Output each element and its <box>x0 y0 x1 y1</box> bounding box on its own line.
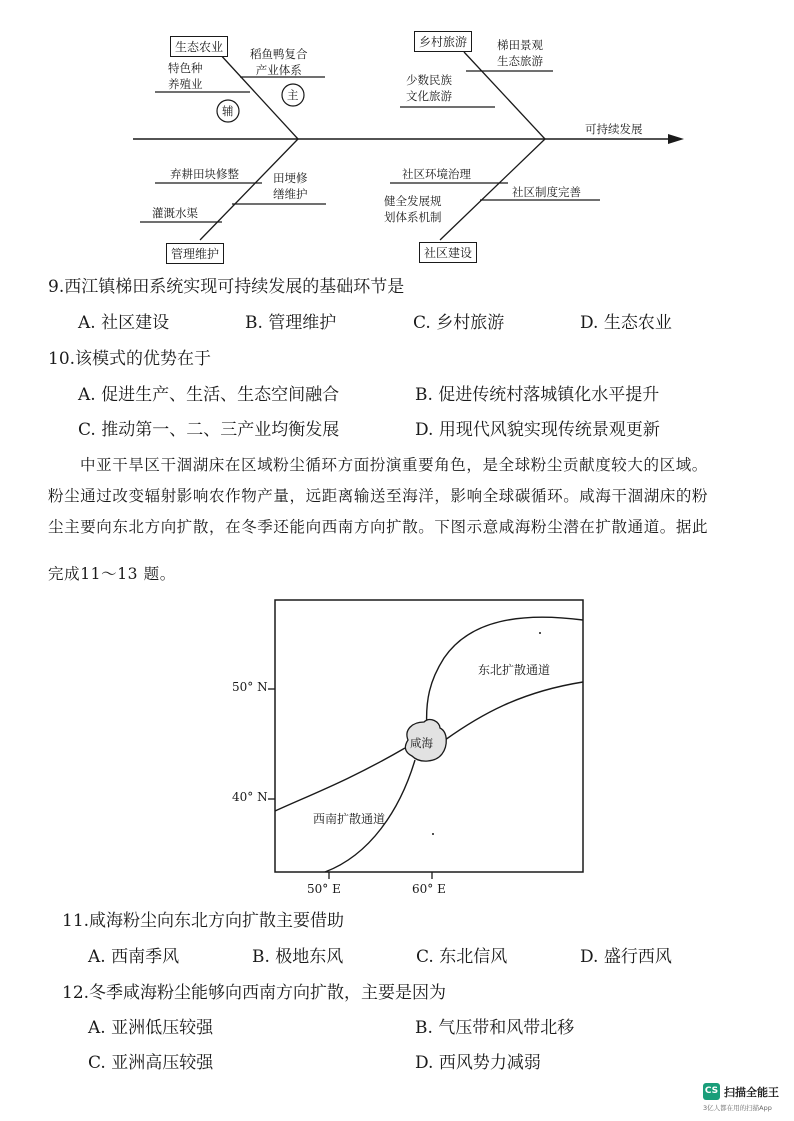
question-10-option-d[interactable]: D. 用现代风貌实现传统景观更新 <box>415 420 660 440</box>
question-9-option-b[interactable]: B. 管理维护 <box>245 313 337 333</box>
label-main: 主 <box>287 88 299 102</box>
watermark-title: 扫描全能王 <box>724 1086 779 1099</box>
label-abandoned-fields: 弃耕田块修整 <box>170 167 239 181</box>
question-9-option-c[interactable]: C. 乡村旅游 <box>413 313 505 333</box>
box-community: 社区建设 <box>419 242 477 263</box>
label-rice-fish-duck: 稻鱼鸭复合 产业体系 <box>250 47 308 77</box>
lat-label-40: 40° N <box>232 790 268 804</box>
label-env-governance: 社区环境治理 <box>402 167 471 181</box>
question-11-option-b[interactable]: B. 极地东风 <box>252 947 344 967</box>
question-12-option-b[interactable]: B. 气压带和风带北移 <box>415 1018 575 1038</box>
camscanner-logo-icon: CS <box>703 1083 720 1100</box>
label-sustainable-development: 可持续发展 <box>585 122 643 136</box>
label-planning-system: 健全发展规 划体系机制 <box>384 194 442 224</box>
ne-channel-label: 东北扩散通道 <box>478 663 551 677</box>
label-community-system: 社区制度完善 <box>512 185 581 199</box>
question-9-option-a[interactable]: A. 社区建设 <box>78 313 170 333</box>
question-12-option-a[interactable]: A. 亚洲低压较强 <box>88 1018 214 1038</box>
question-10-option-c[interactable]: C. 推动第一、二、三产业均衡发展 <box>78 420 340 440</box>
box-eco-agriculture: 生态农业 <box>170 36 228 57</box>
question-9-stem: 9.西江镇梯田系统实现可持续发展的基础环节是 <box>48 277 405 297</box>
box-management: 管理维护 <box>166 243 224 264</box>
question-10-stem: 10.该模式的优势在于 <box>48 349 212 369</box>
passage-line-4: 完成11～13 题。 <box>48 565 176 583</box>
label-auxiliary: 辅 <box>222 104 234 118</box>
ne-channel-lower <box>445 682 583 740</box>
question-12-option-d[interactable]: D. 西风势力减弱 <box>415 1053 541 1073</box>
question-11-option-a[interactable]: A. 西南季风 <box>88 947 180 967</box>
aral-sea-label: 咸海 <box>410 736 433 750</box>
label-ridge-repair: 田埂修 缮维护 <box>273 171 308 201</box>
watermark-subtitle: 3亿人都在用的扫描App <box>703 1104 772 1112</box>
question-12-option-c[interactable]: C. 亚洲高压较强 <box>88 1053 214 1073</box>
passage-line-1: 中亚干旱区干涸湖床在区域粉尘循环方面扮演重要角色，是全球粉尘贡献度较大的区域。 <box>80 456 708 474</box>
question-12-stem: 12.冬季咸海粉尘能够向西南方向扩散，主要是因为 <box>62 983 447 1003</box>
question-10-option-a[interactable]: A. 促进生产、生活、生态空间融合 <box>78 385 340 405</box>
question-9-option-d[interactable]: D. 生态农业 <box>580 313 672 333</box>
passage-line-2: 粉尘通过改变辐射影响农作物产量，远距离输送至海洋，影响全球碳循环。咸海干涸湖床的粉 <box>48 487 709 505</box>
label-terrace-landscape: 梯田景观 生态旅游 <box>497 38 543 68</box>
question-11-stem: 11.咸海粉尘向东北方向扩散主要借助 <box>62 911 345 931</box>
lon-label-50: 50° E <box>307 882 341 896</box>
label-irrigation: 灌溉水渠 <box>152 206 198 220</box>
passage-line-3: 尘主要向东北方向扩散，在冬季还能向西南方向扩散。下图示意咸海粉尘潜在扩散通道。据此 <box>48 518 709 536</box>
lon-label-60: 60° E <box>412 882 446 896</box>
sw-channel-upper <box>275 748 405 811</box>
question-11-option-d[interactable]: D. 盛行西风 <box>580 947 672 967</box>
box-rural-tourism: 乡村旅游 <box>414 31 472 52</box>
question-11-option-c[interactable]: C. 东北信风 <box>416 947 508 967</box>
label-minority-culture: 少数民族 文化旅游 <box>406 73 452 103</box>
label-special-breeding: 特色种 养殖业 <box>168 61 203 91</box>
lat-label-50: 50° N <box>232 680 268 694</box>
question-10-option-b[interactable]: B. 促进传统村落城镇化水平提升 <box>415 385 660 405</box>
sw-channel-label: 西南扩散通道 <box>313 812 386 826</box>
